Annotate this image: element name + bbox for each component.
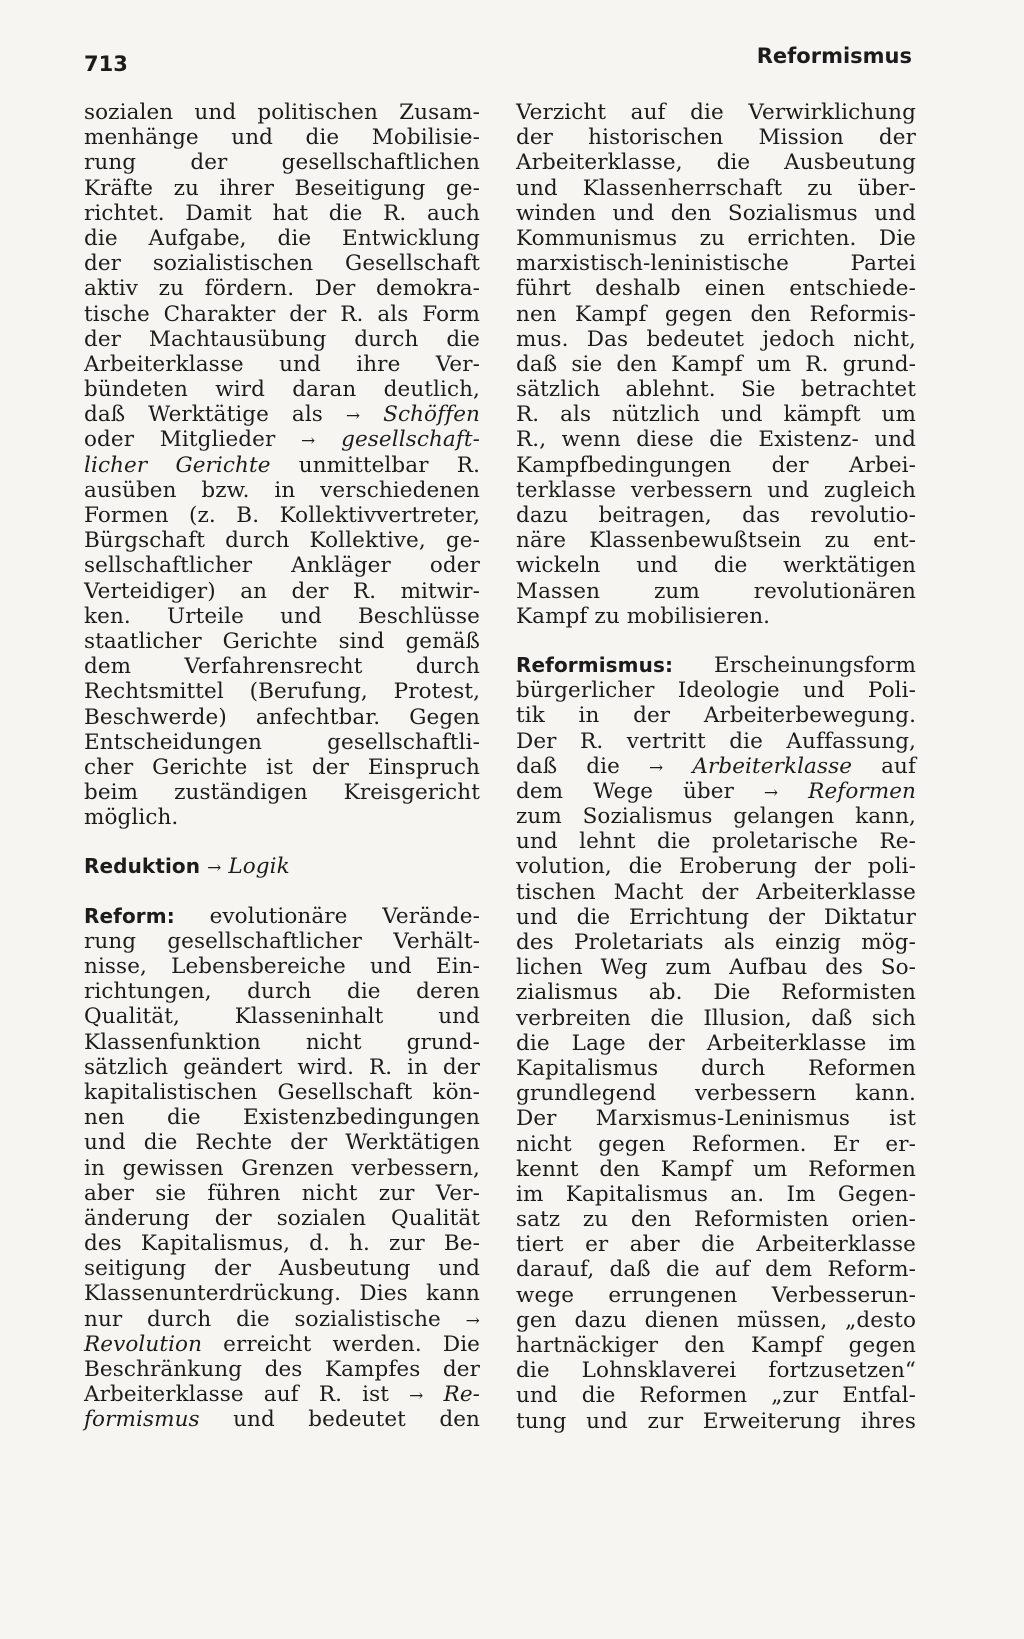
text-line <box>516 226 916 251</box>
left-column <box>84 100 480 1433</box>
text-line <box>516 1232 916 1257</box>
text-line <box>516 1257 916 1282</box>
line-text: evolutionäre Verände- <box>174 903 480 929</box>
line-text: R. als nützlich und kämpft um <box>516 402 916 428</box>
cross-reference: formismus <box>84 1407 200 1433</box>
line-text: Rechtsmittel (Berufung, Protest, <box>84 679 480 705</box>
line-text: kapitalistischen Gesellschaft kön- <box>84 1079 480 1105</box>
line-text: Arbeiterklasse, die Ausbeutung <box>516 150 916 176</box>
text-line <box>516 276 916 301</box>
text-line <box>516 352 916 377</box>
line-text: führt deshalb einen entschiede- <box>516 276 916 302</box>
line-text: zum Sozialismus gelangen kann, <box>516 804 916 830</box>
line-text: und die Rechte der Werktätigen <box>84 1130 480 1156</box>
text-line <box>84 100 480 125</box>
line-text: sätzlich ablehnt. Sie betrachtet <box>516 377 916 403</box>
line-text: dem Wege über <box>516 778 764 804</box>
line-text: Kräfte zu ihrer Beseitigung ge- <box>84 175 480 201</box>
line-text: Bürgschaft durch Kollektive, ge- <box>84 528 480 554</box>
cross-reference: Re- <box>443 1382 481 1408</box>
entry-gap <box>84 830 480 854</box>
line-text: auf <box>852 753 917 779</box>
text-line <box>84 805 480 830</box>
text-line <box>516 327 916 352</box>
line-text: und lehnt die proletarische Re- <box>516 829 916 855</box>
text-line <box>84 629 480 654</box>
line-text: staatlicher Gerichte sind gemäß <box>84 628 480 654</box>
text-line <box>84 604 480 629</box>
text-line <box>84 730 480 755</box>
line-text: rung gesellschaftlicher Verhält- <box>84 928 480 954</box>
line-text: nen die Existenzbedingungen <box>84 1105 480 1131</box>
line-text: volution, die Eroberung der poli- <box>516 854 916 880</box>
line-text: beim zuständigen Kreisgericht <box>84 780 480 806</box>
cross-reference: licher Gerichte <box>84 452 271 478</box>
text-line <box>516 905 916 930</box>
text-line <box>516 1081 916 1106</box>
line-text: in gewissen Grenzen verbessern, <box>84 1155 480 1181</box>
line-text: terklasse verbessern und zugleich <box>516 477 916 503</box>
line-text: gen dazu dienen müssen, „desto <box>516 1307 916 1333</box>
line-text: unmittelbar R. <box>270 452 481 478</box>
line-text: Der Marxismus-Leninismus ist <box>516 1106 916 1132</box>
cross-reference: Schöffen <box>383 402 480 428</box>
text-line <box>84 553 480 578</box>
text-line <box>516 528 916 553</box>
line-text: sozialen und politischen Zusam- <box>84 100 480 125</box>
text-line <box>516 1031 916 1056</box>
line-text: Klassenunterdrückung. Dies kann <box>84 1281 480 1307</box>
entry-headword: Reformismus: <box>516 652 674 677</box>
text-line <box>84 1382 480 1407</box>
line-text: richtet. Damit hat die R. auch <box>84 200 480 226</box>
text-line <box>84 1055 480 1080</box>
text-line <box>516 201 916 226</box>
line-text: daß Werktätige als <box>84 402 346 428</box>
text-line <box>84 1105 480 1130</box>
text-line <box>516 779 916 804</box>
text-line <box>84 528 480 553</box>
line-text: im Kapitalismus an. Im Gegen- <box>516 1181 916 1207</box>
text-line <box>84 176 480 201</box>
line-text: verbreiten die Illusion, daß sich <box>516 1005 916 1031</box>
line-text: aktiv zu fördern. Der demokra- <box>84 276 480 302</box>
text-line <box>84 1181 480 1206</box>
line-text: der sozialistischen Gesellschaft <box>84 251 480 277</box>
line-text: und bedeutet den <box>199 1407 480 1433</box>
text-line <box>516 377 916 402</box>
line-text: der Machtausübung durch die <box>84 326 480 352</box>
text-line <box>84 654 480 679</box>
line-text: Beschränkung des Kampfes der <box>84 1357 480 1382</box>
text-line <box>516 1132 916 1157</box>
text-line <box>516 478 916 503</box>
line-text: Der R. vertritt die Auffassung, <box>516 728 916 754</box>
text-line <box>84 679 480 704</box>
line-text: Arbeiterklasse auf R. ist <box>84 1382 410 1408</box>
text-line <box>84 1407 480 1432</box>
text-line <box>84 1130 480 1155</box>
text-line <box>516 729 916 754</box>
line-text: dem Verfahrensrecht durch <box>84 654 480 680</box>
text-line <box>516 402 916 427</box>
line-text: Entscheidungen gesellschaftli- <box>84 729 480 755</box>
cross-reference: Reformen <box>808 778 917 804</box>
line-text: Qualität, Klasseninhalt und <box>84 1004 480 1030</box>
page-number: 713 <box>84 52 128 76</box>
text-line <box>516 604 916 629</box>
text-line <box>516 829 916 854</box>
line-text: tung und zur Erweiterung ihres <box>516 1408 916 1434</box>
line-text: und die Errichtung der Diktatur <box>516 904 916 930</box>
line-text: nisse, Lebensbereiche und Ein- <box>84 954 480 979</box>
entry-gap <box>516 629 916 653</box>
text-line <box>516 1308 916 1333</box>
line-text: Kapitalismus durch Reformen <box>516 1055 916 1081</box>
line-text: ausüben bzw. in verschiedenen <box>84 477 480 503</box>
line-text: richtungen, durch die deren <box>84 979 480 1005</box>
text-line <box>516 1182 916 1207</box>
text-line <box>516 302 916 327</box>
text-line <box>84 377 480 402</box>
text-line <box>84 979 480 1004</box>
line-text: Beschwerde) anfechtbar. Gegen <box>84 704 480 730</box>
text-line <box>84 276 480 301</box>
cross-reference: Logik <box>228 854 290 880</box>
text-line <box>84 954 480 979</box>
line-text: und Klassenherrschaft zu über- <box>516 175 916 201</box>
text-line <box>516 678 916 703</box>
line-text: oder Mitglieder <box>84 427 302 453</box>
text-line <box>84 1332 480 1357</box>
line-text: tischen Macht der Arbeiterklasse <box>516 879 916 905</box>
line-text: Formen (z. B. Kollektivvertreter, <box>84 503 480 528</box>
line-text: zialismus ab. Die Reformisten <box>516 980 916 1006</box>
line-text: cher Gerichte ist der Einspruch <box>84 754 480 780</box>
line-text: bündeten wird daran deutlich, <box>84 377 480 403</box>
text-line <box>84 1030 480 1055</box>
text-line <box>84 755 480 780</box>
text-line <box>516 125 916 150</box>
cross-reference: Revolution <box>84 1331 203 1357</box>
line-text: Kommunismus zu errichten. Die <box>516 225 916 251</box>
text-line <box>84 478 480 503</box>
text-line <box>84 1156 480 1181</box>
line-text: möglich. <box>84 805 179 831</box>
line-text: Klassenfunktion nicht grund- <box>84 1029 480 1055</box>
cross-reference: Arbeiterklasse <box>692 753 853 779</box>
line-text: Erscheinungsform <box>673 652 916 678</box>
text-line <box>84 251 480 276</box>
line-text: näre Klassenbewußtsein zu ent- <box>516 528 916 554</box>
text-line <box>84 402 480 427</box>
line-text: des Kapitalismus, d. h. zur Be- <box>84 1231 480 1257</box>
text-line <box>516 1106 916 1131</box>
right-column <box>516 100 916 1434</box>
text-line <box>84 780 480 805</box>
text-line <box>516 1358 916 1383</box>
line-text: Verteidiger) an der R. mitwir- <box>84 578 480 604</box>
line-text: wege errungenen Verbesserun- <box>516 1282 916 1308</box>
text-line <box>84 1307 480 1332</box>
text-line <box>84 854 480 879</box>
text-line <box>84 150 480 175</box>
text-line <box>516 579 916 604</box>
text-line <box>516 955 916 980</box>
line-text: nur durch die sozialistische <box>84 1306 466 1332</box>
running-head-title: Reformismus <box>756 44 912 68</box>
cross-reference-arrow-icon: → <box>465 1310 480 1331</box>
text-line <box>516 804 916 829</box>
line-text: Arbeiterklasse und ihre Ver- <box>84 351 480 377</box>
text-line <box>84 1256 480 1281</box>
line-text: sellschaftlicher Ankläger oder <box>84 553 480 579</box>
cross-reference: gesellschaft- <box>341 427 480 453</box>
line-text: mus. Das bedeutet jedoch nicht, <box>516 326 916 352</box>
entry-headword: Reform: <box>84 903 175 928</box>
text-line <box>84 929 480 954</box>
text-line <box>516 754 916 779</box>
text-line <box>516 980 916 1005</box>
line-text: des Proletariats als einzig mög- <box>516 930 916 955</box>
text-line <box>84 453 480 478</box>
text-line <box>516 1207 916 1232</box>
line-text: lichen Weg zum Aufbau des So- <box>516 955 916 981</box>
text-line <box>84 1206 480 1231</box>
text-line <box>516 1409 916 1434</box>
entry-gap <box>84 880 480 904</box>
line-text: dazu beitragen, das revolutio- <box>516 503 916 528</box>
text-line <box>84 503 480 528</box>
text-line <box>84 1357 480 1382</box>
text-line <box>516 176 916 201</box>
line-text: die Aufgabe, die Entwicklung <box>84 225 480 251</box>
line-text: rung der gesellschaftlichen <box>84 150 480 176</box>
text-line <box>516 427 916 452</box>
text-line <box>516 703 916 728</box>
text-line <box>516 1157 916 1182</box>
line-text: satz zu den Reformisten orien- <box>516 1207 916 1233</box>
line-text: R., wenn diese die Existenz- und <box>516 427 916 453</box>
text-line <box>84 427 480 452</box>
line-text: die Lage der Arbeiterklasse im <box>516 1030 916 1056</box>
line-text: Verzicht auf die Verwirklichung <box>516 100 916 125</box>
line-text: darauf, daß die auf dem Reform- <box>516 1257 916 1283</box>
text-line <box>516 653 916 678</box>
line-text: kennt den Kampf um Reformen <box>516 1156 916 1182</box>
line-text: aber sie führen nicht zur Ver- <box>84 1180 480 1206</box>
line-text: grundlegend verbessern kann. <box>516 1081 916 1107</box>
text-line <box>84 327 480 352</box>
cross-reference-arrow-icon: → <box>763 782 779 803</box>
line-text: erreicht werden. Die <box>202 1331 480 1357</box>
line-text: die Lohnsklaverei fortzusetzen“ <box>516 1358 916 1384</box>
line-text: winden und den Sozialismus und <box>516 200 916 226</box>
text-line <box>84 1004 480 1029</box>
line-text: nen Kampf gegen den Reformis- <box>516 301 916 327</box>
line-text: bürgerlicher Ideologie und Poli- <box>516 678 916 704</box>
line-text: nicht gegen Reformen. Er er- <box>516 1131 916 1157</box>
entry-headword: Reduktion <box>84 854 201 879</box>
text-line <box>84 352 480 377</box>
text-line <box>516 930 916 955</box>
cross-reference-arrow-icon: → <box>301 431 316 452</box>
line-text: daß die <box>516 753 649 779</box>
line-text: daß sie den Kampf um R. grund- <box>516 351 916 377</box>
text-line <box>516 150 916 175</box>
text-line <box>84 125 480 150</box>
cross-reference-arrow-icon: → <box>345 406 361 427</box>
line-text: tiert er aber die Arbeiterklasse <box>516 1232 916 1258</box>
text-line <box>516 1383 916 1408</box>
line-text: menhänge und die Mobilisie- <box>84 125 480 151</box>
text-line <box>516 503 916 528</box>
line-text: marxistisch-leninistische Partei <box>516 251 916 277</box>
text-line <box>84 705 480 730</box>
text-line <box>516 453 916 478</box>
cross-reference-arrow-icon: → <box>648 757 664 778</box>
line-text: ken. Urteile und Beschlüsse <box>84 603 480 629</box>
text-line <box>516 854 916 879</box>
line-text: Kampf zu mobilisieren. <box>516 603 771 629</box>
line-text: änderung der sozialen Qualität <box>84 1205 480 1231</box>
text-line <box>84 201 480 226</box>
text-line <box>84 579 480 604</box>
line-text: seitigung der Ausbeutung und <box>84 1256 480 1282</box>
line-text: tische Charakter der R. als Form <box>84 301 480 327</box>
line-text: Kampfbedingungen der Arbei- <box>516 452 916 478</box>
text-line <box>84 1080 480 1105</box>
cross-reference-arrow-icon: → <box>409 1386 424 1407</box>
text-line <box>84 226 480 251</box>
text-line <box>516 1283 916 1308</box>
line-text: und die Reformen „zur Entfal- <box>516 1383 916 1409</box>
line-text: wickeln und die werktätigen <box>516 553 916 579</box>
text-line <box>84 904 480 929</box>
text-line <box>516 100 916 125</box>
text-line <box>516 880 916 905</box>
line-text: tik in der Arbeiterbewegung. <box>516 703 916 729</box>
text-line <box>84 1231 480 1256</box>
line-text: hartnäckiger den Kampf gegen <box>516 1333 916 1358</box>
line-text: der historischen Mission der <box>516 125 916 151</box>
line-text: sätzlich geändert wird. R. in der <box>84 1054 480 1080</box>
line-text: Massen zum revolutionären <box>516 578 916 604</box>
text-line <box>516 553 916 578</box>
text-line <box>516 1056 916 1081</box>
text-line <box>516 1006 916 1031</box>
text-line <box>516 251 916 276</box>
cross-reference-arrow-icon: → <box>207 858 222 879</box>
text-line <box>516 1333 916 1358</box>
text-line <box>84 302 480 327</box>
text-line <box>84 1281 480 1306</box>
